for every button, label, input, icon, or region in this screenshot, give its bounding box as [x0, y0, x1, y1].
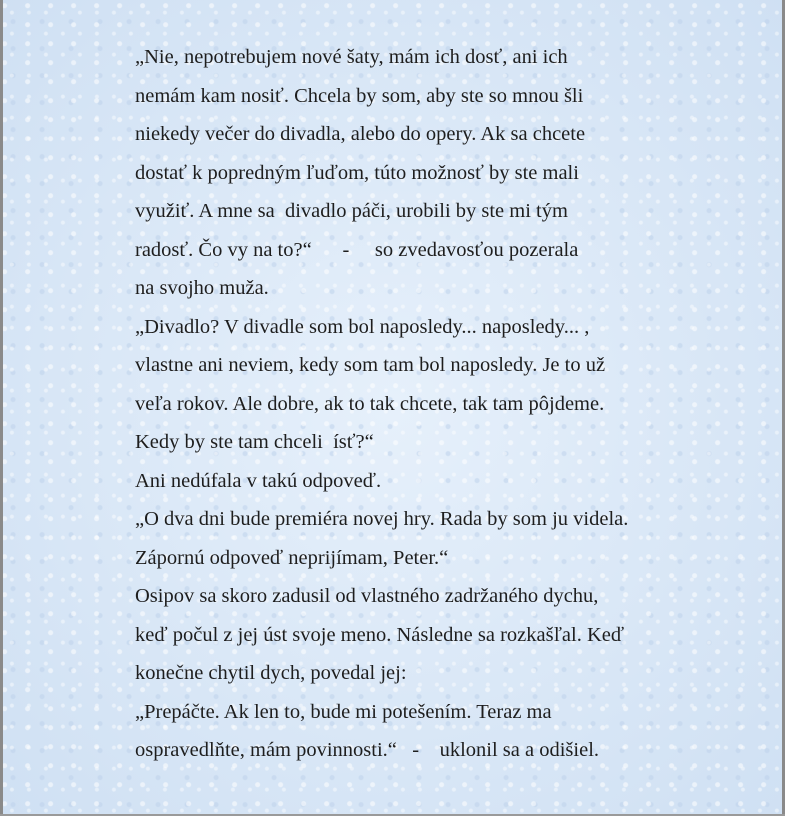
text-line: Osipov sa skoro zadusil od vlastného zadržaného dychu, [135, 585, 599, 607]
text-line: nemám kam nosiť. Chcela by som, aby ste so mnou šli [135, 84, 584, 107]
text-line: Kedy by ste tam chceli ísť?“ [135, 431, 374, 453]
text-line: Ani nedúfala v takú odpoveď. [135, 469, 382, 492]
page-frame-left [0, 0, 3, 816]
text-line: Zápornú odpoveď neprijímam, Peter.“ [135, 546, 449, 569]
text-line: keď počul z jej úst svoje meno. Následne sa rozkašľal. Keď [135, 623, 625, 646]
text-line: ospravedlňte, mám povinnosti.“ - uklonil sa a odišiel. [135, 739, 600, 761]
text-line: „O dva dni bude premiéra novej hry. Rada by som ju videla. [135, 508, 629, 530]
text-line: niekedy večer do divadla, alebo do opery. Ak sa chcete [135, 123, 586, 145]
story-text [135, 38, 735, 770]
text-line: vlastne ani neviem, kedy som tam bol naposledy. Je to už [135, 354, 606, 376]
text-line: „Prepáčte. Ak len to, bude mi potešením. Teraz ma [135, 700, 552, 723]
text-line: „Divadlo? V divadle som bol naposledy... naposledy... , [135, 315, 590, 338]
text-line: využiť. A mne sa divadlo páči, urobili by ste mi tým [135, 200, 568, 222]
text-line: radosť. Čo vy na to?“ - so zvedavosťou pozerala [135, 238, 579, 261]
text-line: na svojho muža. [135, 277, 269, 299]
text-line: dostať k popredným ľuďom, túto možnosť by ste mali [135, 161, 579, 184]
text-line: veľa rokov. Ale dobre, ak to tak chcete, tak tam pôjdeme. [135, 392, 605, 415]
text-line: konečne chytil dych, povedal jej: [135, 662, 407, 684]
text-line: „Nie, nepotrebujem nové šaty, mám ich dosť, ani ich [135, 46, 568, 68]
